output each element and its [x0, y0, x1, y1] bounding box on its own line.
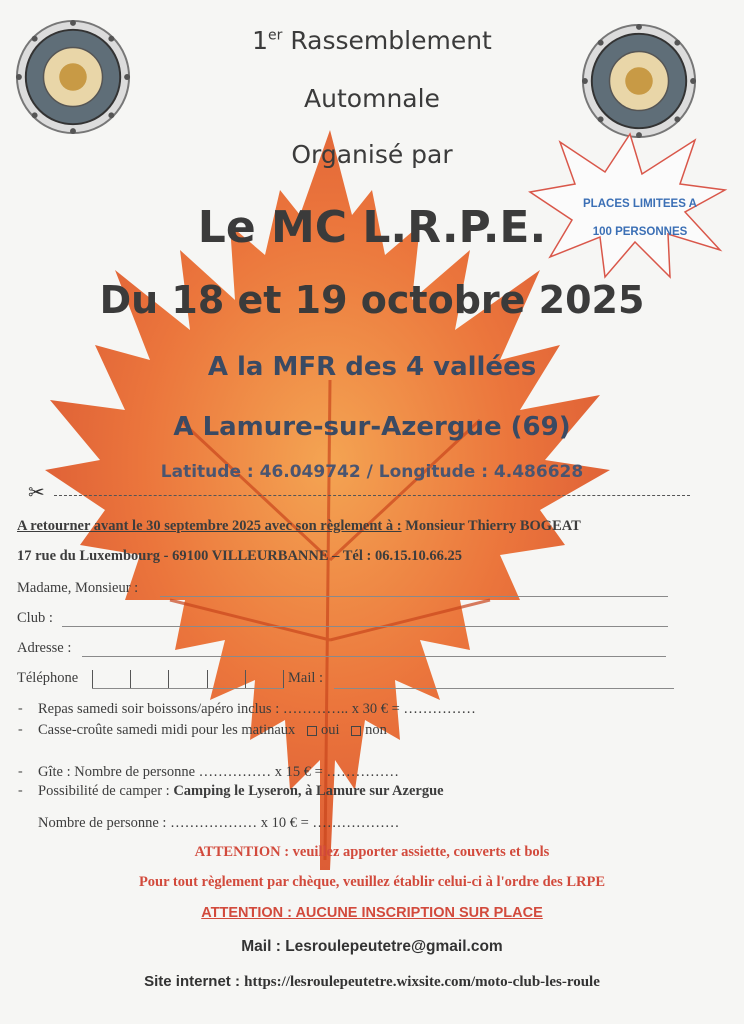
event-title-line-3: Organisé par: [291, 140, 453, 169]
bullet-3: -: [18, 764, 23, 779]
camping-place: Camping le Lyseron, à Lamure sur Azergue: [173, 783, 444, 799]
label-address: Adresse :: [17, 640, 72, 656]
club-name: Le MC L.R.P.E.: [197, 202, 547, 253]
opt-yes-label: oui: [320, 722, 340, 738]
bullet-1: -: [18, 701, 23, 716]
badge-line-2: 100 PERSONNES: [592, 226, 688, 238]
scissors-icon: ✂: [28, 480, 45, 504]
label-phone: Téléphone: [17, 670, 79, 686]
names-field[interactable]: [160, 596, 668, 597]
mail-field[interactable]: [334, 688, 674, 689]
opt-no-label: non: [365, 722, 387, 738]
event-dates: Du 18 et 19 octobre 2025: [99, 278, 645, 322]
cheque-notice: Pour tout règlement par chèque, veuillez établir celui-ci à l'ordre des LRPE: [138, 874, 606, 890]
checkbox-yes[interactable]: [307, 726, 317, 736]
label-mail: Mail :: [288, 670, 324, 686]
return-label: A retourner avant le 30 septembre 2025 avec son règlement à :: [17, 518, 402, 534]
gps-coordinates: Latitude : 46.049742 / Longitude : 4.486628: [160, 462, 584, 482]
return-recipient: Monsieur Thierry BOGEAT: [401, 518, 581, 534]
event-title-line-1: [0, 26, 744, 55]
camping-label: Possibilité de camper :: [38, 783, 174, 799]
return-address: 17 rue du Luxembourg - 69100 VILLEURBANNE – Tél : 06.15.10.66.25: [17, 548, 462, 564]
item-camping-count: Nombre de personne : ……………… x 10 € = ………………: [38, 815, 400, 831]
item-snack-label: Casse-croûte samedi midi pour les matinaux: [38, 722, 296, 738]
label-names: Madame, Monsieur :: [17, 580, 139, 596]
item-gite: Gîte : Nombre de personne …………… x 15 € = ……………: [38, 764, 399, 780]
bullet-2: -: [18, 722, 23, 737]
site-label: Site internet :: [144, 973, 245, 990]
event-town: A Lamure-sur-Azergue (69): [173, 412, 571, 442]
badge-line-1: PLACES LIMITEES A: [583, 198, 697, 210]
return-instructions: [17, 518, 581, 535]
mail-address[interactable]: Lesroulepeutetre@gmail.com: [285, 938, 503, 955]
address-field[interactable]: [82, 656, 666, 657]
checkbox-no[interactable]: [351, 726, 361, 736]
mail-label: Mail :: [241, 938, 286, 955]
title-ordinal-suffix: er: [268, 27, 283, 44]
event-title-line-2: Automnale: [304, 84, 440, 113]
phone-field[interactable]: [92, 670, 284, 689]
attention-bring-dishes: ATTENTION : veuillez apporter assiette, couverts et bols: [194, 844, 550, 860]
contact-website: [0, 973, 744, 991]
item-meal: Repas samedi soir boissons/apéro inclus : ………….. x 30 € = ……………: [38, 701, 476, 717]
title-rassemblement: Rassemblement: [282, 26, 492, 55]
bullet-4: -: [18, 783, 23, 798]
contact-mail: [0, 938, 744, 956]
site-url[interactable]: https://lesroulepeutetre.wixsite.com/moto-club-les-roule: [244, 974, 600, 990]
cut-line: [54, 495, 690, 496]
item-snack: [38, 722, 387, 739]
event-venue: A la MFR des 4 vallées: [207, 352, 537, 382]
title-ordinal: 1: [252, 26, 269, 55]
label-club: Club :: [17, 610, 53, 626]
attention-no-onsite-registration: ATTENTION : AUCUNE INSCRIPTION SUR PLACE: [201, 905, 543, 921]
club-field[interactable]: [62, 626, 668, 627]
item-camping: [38, 783, 444, 800]
